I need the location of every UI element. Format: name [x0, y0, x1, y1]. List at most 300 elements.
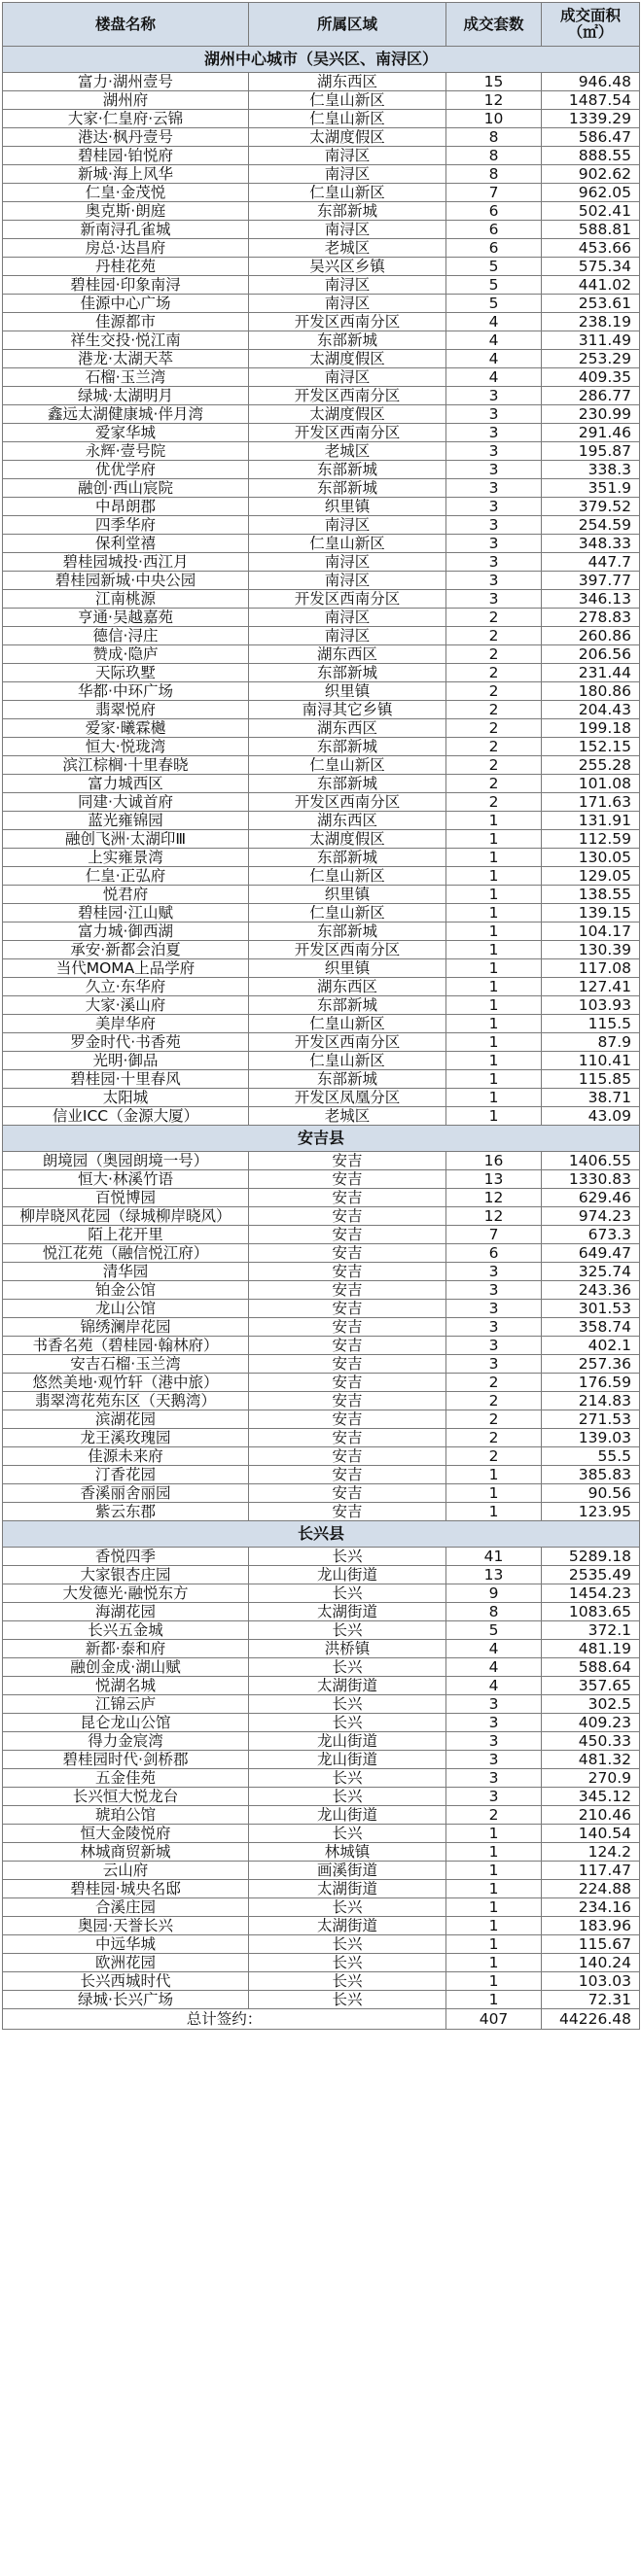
project-name-cell: 昆仑龙山公馆 [3, 1714, 249, 1732]
area-cell: 224.88 [542, 1880, 640, 1898]
table-row [3, 996, 640, 1015]
project-name-cell: 富力城西区 [3, 775, 249, 793]
table-row [3, 1972, 640, 1991]
area-cell: 453.66 [542, 239, 640, 258]
area-cell: 243.36 [542, 1281, 640, 1300]
sales-table [2, 2, 640, 2030]
units-cell: 2 [446, 627, 542, 645]
project-name-cell: 碧桂园·江山赋 [3, 904, 249, 922]
district-cell: 仁皇山新区 [249, 110, 446, 128]
table-row [3, 1751, 640, 1769]
project-name-cell: 当代MOMA上品学府 [3, 959, 249, 978]
area-cell: 110.41 [542, 1052, 640, 1070]
district-cell: 林城镇 [249, 1843, 446, 1862]
table-body [3, 47, 640, 2030]
district-cell: 龙山街道 [249, 1732, 446, 1751]
table-row [3, 922, 640, 941]
district-cell: 安吉 [249, 1281, 446, 1300]
district-cell: 开发区西南分区 [249, 793, 446, 812]
district-cell: 仁皇山新区 [249, 1052, 446, 1070]
district-cell: 南浔区 [249, 627, 446, 645]
table-row [3, 1935, 640, 1954]
table-row [3, 1263, 640, 1281]
units-cell: 1 [446, 1843, 542, 1862]
project-name-cell: 丹桂花苑 [3, 258, 249, 276]
units-cell: 1 [446, 1935, 542, 1954]
total-label: 总计签约： [3, 2009, 446, 2030]
district-cell: 南浔区 [249, 516, 446, 535]
section-header-row [3, 1126, 640, 1152]
units-cell: 1 [446, 1015, 542, 1033]
project-name-cell: 恒大金陵悦府 [3, 1825, 249, 1843]
table-row [3, 1677, 640, 1695]
district-cell: 东部新城 [249, 738, 446, 756]
table-row [3, 442, 640, 461]
district-cell: 安吉 [249, 1263, 446, 1281]
area-cell: 270.9 [542, 1769, 640, 1788]
table-row [3, 1392, 640, 1410]
table-row [3, 886, 640, 904]
area-cell: 115.67 [542, 1935, 640, 1954]
project-name-cell: 龙山公馆 [3, 1300, 249, 1318]
project-name-cell: 长兴恒大悦龙台 [3, 1788, 249, 1806]
units-cell: 2 [446, 1429, 542, 1447]
units-cell: 2 [446, 738, 542, 756]
area-cell: 139.15 [542, 904, 640, 922]
area-cell: 588.81 [542, 221, 640, 239]
project-name-cell: 爱家华城 [3, 424, 249, 442]
area-cell: 230.99 [542, 405, 640, 424]
section-title: 安吉县 [3, 1126, 640, 1152]
project-name-cell: 恒大·林溪竹语 [3, 1170, 249, 1189]
project-name-cell: 佳源都市 [3, 313, 249, 331]
units-cell: 3 [446, 498, 542, 516]
project-name-cell: 美岸华府 [3, 1015, 249, 1033]
units-cell: 5 [446, 258, 542, 276]
table-row [3, 1089, 640, 1107]
project-name-cell: 悦君府 [3, 886, 249, 904]
district-cell: 龙山街道 [249, 1751, 446, 1769]
units-cell: 1 [446, 1825, 542, 1843]
district-cell: 安吉 [249, 1207, 446, 1226]
area-cell: 588.64 [542, 1658, 640, 1677]
project-name-cell: 悦湖名城 [3, 1677, 249, 1695]
units-cell: 1 [446, 1954, 542, 1972]
table-row [3, 1825, 640, 1843]
table-row [3, 1806, 640, 1825]
table-row [3, 1447, 640, 1466]
project-name-cell: 上实雍景湾 [3, 849, 249, 867]
units-cell: 6 [446, 202, 542, 221]
units-cell: 8 [446, 165, 542, 184]
area-cell: 199.18 [542, 719, 640, 738]
project-name-cell: 滨江棕榈·十里春晓 [3, 756, 249, 775]
table-row [3, 941, 640, 959]
area-cell: 103.03 [542, 1972, 640, 1991]
project-name-cell: 石榴·玉兰湾 [3, 368, 249, 387]
section-title: 长兴县 [3, 1521, 640, 1548]
table-row [3, 1207, 640, 1226]
district-cell: 仁皇山新区 [249, 1015, 446, 1033]
units-cell: 1 [446, 959, 542, 978]
area-cell: 72.31 [542, 1991, 640, 2009]
table-row [3, 664, 640, 682]
project-name-cell: 仁皇·正弘府 [3, 867, 249, 886]
table-row [3, 627, 640, 645]
area-cell: 238.19 [542, 313, 640, 331]
project-name-cell: 碧桂园·印象南浔 [3, 276, 249, 295]
area-cell: 131.91 [542, 812, 640, 830]
units-cell: 1 [446, 1862, 542, 1880]
units-cell: 1 [446, 1917, 542, 1935]
units-cell: 3 [446, 1337, 542, 1355]
project-name-cell: 悠然美地·观竹轩（港中旅） [3, 1374, 249, 1392]
table-row [3, 110, 640, 128]
units-cell: 3 [446, 1714, 542, 1732]
project-name-cell: 香溪丽舍丽园 [3, 1484, 249, 1503]
units-cell: 6 [446, 221, 542, 239]
project-name-cell: 长兴西城时代 [3, 1972, 249, 1991]
area-cell: 372.1 [542, 1621, 640, 1640]
units-cell: 1 [446, 1070, 542, 1089]
district-cell: 龙山街道 [249, 1566, 446, 1584]
area-cell: 234.16 [542, 1898, 640, 1917]
project-name-cell: 清华园 [3, 1263, 249, 1281]
project-name-cell: 优优学府 [3, 461, 249, 479]
district-cell: 太湖度假区 [249, 128, 446, 147]
area-cell: 112.59 [542, 830, 640, 849]
table-row [3, 331, 640, 350]
project-name-cell: 紫云东郡 [3, 1503, 249, 1521]
units-cell: 3 [446, 1300, 542, 1318]
units-cell: 4 [446, 313, 542, 331]
area-cell: 38.71 [542, 1089, 640, 1107]
district-cell: 长兴 [249, 1825, 446, 1843]
table-row [3, 572, 640, 590]
project-name-cell: 鑫远太湖健康城·伴月湾 [3, 405, 249, 424]
project-name-cell: 滨湖花园 [3, 1410, 249, 1429]
table-row [3, 1788, 640, 1806]
units-cell: 4 [446, 331, 542, 350]
table-row [3, 73, 640, 91]
district-cell: 安吉 [249, 1447, 446, 1466]
table-row [3, 1484, 640, 1503]
table-row [3, 978, 640, 996]
units-cell: 1 [446, 867, 542, 886]
district-cell: 长兴 [249, 1954, 446, 1972]
units-cell: 1 [446, 1503, 542, 1521]
district-cell: 织里镇 [249, 682, 446, 701]
units-cell: 6 [446, 1244, 542, 1263]
units-cell: 8 [446, 128, 542, 147]
project-name-cell: 罗金时代·书香苑 [3, 1033, 249, 1052]
district-cell: 洪桥镇 [249, 1640, 446, 1658]
district-cell: 开发区凤凰分区 [249, 1089, 446, 1107]
units-cell: 9 [446, 1584, 542, 1603]
units-cell: 3 [446, 516, 542, 535]
project-name-cell: 中昂朗郡 [3, 498, 249, 516]
units-cell: 13 [446, 1566, 542, 1584]
area-cell: 1083.65 [542, 1603, 640, 1621]
units-cell: 3 [446, 479, 542, 498]
district-cell: 安吉 [249, 1170, 446, 1189]
area-cell: 325.74 [542, 1263, 640, 1281]
units-cell: 2 [446, 701, 542, 719]
table-header-row [3, 3, 640, 47]
units-cell: 7 [446, 184, 542, 202]
project-name-cell: 四季华府 [3, 516, 249, 535]
district-cell: 安吉 [249, 1226, 446, 1244]
project-name-cell: 永辉·壹号院 [3, 442, 249, 461]
area-cell: 140.54 [542, 1825, 640, 1843]
district-cell: 安吉 [249, 1355, 446, 1374]
project-name-cell: 湖州府 [3, 91, 249, 110]
units-cell: 1 [446, 1033, 542, 1052]
header-units-sold: 成交套数 [446, 3, 542, 47]
area-cell: 115.85 [542, 1070, 640, 1089]
area-cell: 357.65 [542, 1677, 640, 1695]
units-cell: 2 [446, 1447, 542, 1466]
units-cell: 3 [446, 1281, 542, 1300]
units-cell: 2 [446, 775, 542, 793]
area-cell: 195.87 [542, 442, 640, 461]
project-name-cell: 铂金公馆 [3, 1281, 249, 1300]
table-row [3, 535, 640, 553]
area-cell: 152.15 [542, 738, 640, 756]
district-cell: 织里镇 [249, 959, 446, 978]
header-project-name: 楼盘名称 [3, 3, 249, 47]
table-row [3, 959, 640, 978]
units-cell: 1 [446, 849, 542, 867]
units-cell: 3 [446, 1318, 542, 1337]
district-cell: 仁皇山新区 [249, 184, 446, 202]
table-row [3, 1566, 640, 1584]
area-cell: 586.47 [542, 128, 640, 147]
area-cell: 888.55 [542, 147, 640, 165]
units-cell: 2 [446, 645, 542, 664]
table-row [3, 1281, 640, 1300]
district-cell: 龙山街道 [249, 1806, 446, 1825]
units-cell: 12 [446, 91, 542, 110]
district-cell: 安吉 [249, 1410, 446, 1429]
units-cell: 3 [446, 442, 542, 461]
project-name-cell: 碧桂园·十里春风 [3, 1070, 249, 1089]
area-cell: 90.56 [542, 1484, 640, 1503]
units-cell: 15 [446, 73, 542, 91]
area-cell: 673.3 [542, 1226, 640, 1244]
units-cell: 4 [446, 1640, 542, 1658]
units-cell: 8 [446, 147, 542, 165]
area-cell: 397.77 [542, 572, 640, 590]
table-row [3, 1070, 640, 1089]
district-cell: 长兴 [249, 1658, 446, 1677]
project-name-cell: 保利堂禧 [3, 535, 249, 553]
table-row [3, 793, 640, 812]
project-name-cell: 华都·中环广场 [3, 682, 249, 701]
area-cell: 409.23 [542, 1714, 640, 1732]
table-row [3, 1189, 640, 1207]
district-cell: 湖东西区 [249, 73, 446, 91]
area-cell: 139.03 [542, 1429, 640, 1447]
table-row [3, 1621, 640, 1640]
units-cell: 5 [446, 1621, 542, 1640]
project-name-cell: 得力金宸湾 [3, 1732, 249, 1751]
area-cell: 260.86 [542, 627, 640, 645]
header-area-line1: 成交面积 [559, 7, 621, 24]
area-cell: 1487.54 [542, 91, 640, 110]
district-cell: 南浔区 [249, 553, 446, 572]
table-row [3, 239, 640, 258]
area-cell: 130.39 [542, 941, 640, 959]
table-row [3, 498, 640, 516]
area-cell: 5289.18 [542, 1548, 640, 1566]
district-cell: 老城区 [249, 239, 446, 258]
project-name-cell: 汀香花园 [3, 1466, 249, 1484]
table-row [3, 1640, 640, 1658]
district-cell: 长兴 [249, 1621, 446, 1640]
units-cell: 2 [446, 609, 542, 627]
area-cell: 180.86 [542, 682, 640, 701]
units-cell: 1 [446, 812, 542, 830]
units-cell: 1 [446, 1107, 542, 1126]
table-row [3, 165, 640, 184]
units-cell: 5 [446, 276, 542, 295]
table-row [3, 91, 640, 110]
project-name-cell: 五金佳苑 [3, 1769, 249, 1788]
units-cell: 4 [446, 368, 542, 387]
units-cell: 1 [446, 886, 542, 904]
units-cell: 3 [446, 1263, 542, 1281]
table-row [3, 904, 640, 922]
units-cell: 3 [446, 405, 542, 424]
units-cell: 1 [446, 1972, 542, 1991]
units-cell: 41 [446, 1548, 542, 1566]
project-name-cell: 恒大·悦珑湾 [3, 738, 249, 756]
district-cell: 太湖度假区 [249, 830, 446, 849]
header-area-unit: （㎡） [567, 23, 614, 41]
project-name-cell: 融创飞洲·太湖印Ⅲ [3, 830, 249, 849]
table-row [3, 1898, 640, 1917]
area-cell: 358.74 [542, 1318, 640, 1337]
project-name-cell: 太阳城 [3, 1089, 249, 1107]
area-cell: 441.02 [542, 276, 640, 295]
table-row [3, 1584, 640, 1603]
area-cell: 255.28 [542, 756, 640, 775]
district-cell: 织里镇 [249, 886, 446, 904]
area-cell: 140.24 [542, 1954, 640, 1972]
project-name-cell: 亨通·吴越嘉苑 [3, 609, 249, 627]
project-name-cell: 融创金成·湖山赋 [3, 1658, 249, 1677]
area-cell: 271.53 [542, 1410, 640, 1429]
project-name-cell: 新城·海上风华 [3, 165, 249, 184]
area-cell: 206.56 [542, 645, 640, 664]
area-cell: 171.63 [542, 793, 640, 812]
area-cell: 124.2 [542, 1843, 640, 1862]
area-cell: 351.9 [542, 479, 640, 498]
table-row [3, 128, 640, 147]
project-name-cell: 祥生交投·悦江南 [3, 331, 249, 350]
units-cell: 2 [446, 1410, 542, 1429]
project-name-cell: 佳源中心广场 [3, 295, 249, 313]
total-row [3, 2009, 640, 2030]
area-cell: 385.83 [542, 1466, 640, 1484]
table-row [3, 830, 640, 849]
area-cell: 962.05 [542, 184, 640, 202]
area-cell: 87.9 [542, 1033, 640, 1052]
table-row [3, 1843, 640, 1862]
project-name-cell: 蓝光雍锦园 [3, 812, 249, 830]
district-cell: 安吉 [249, 1300, 446, 1318]
district-cell: 安吉 [249, 1318, 446, 1337]
area-cell: 649.47 [542, 1244, 640, 1263]
table-row [3, 1695, 640, 1714]
district-cell: 南浔其它乡镇 [249, 701, 446, 719]
area-cell: 450.33 [542, 1732, 640, 1751]
units-cell: 8 [446, 1603, 542, 1621]
area-cell: 291.46 [542, 424, 640, 442]
table-row [3, 1769, 640, 1788]
units-cell: 10 [446, 110, 542, 128]
project-name-cell: 新南浔孔雀城 [3, 221, 249, 239]
district-cell: 画溪街道 [249, 1862, 446, 1880]
table-row [3, 1503, 640, 1521]
units-cell: 12 [446, 1207, 542, 1226]
district-cell: 东部新城 [249, 849, 446, 867]
area-cell: 1406.55 [542, 1152, 640, 1170]
area-cell: 257.36 [542, 1355, 640, 1374]
area-cell: 629.46 [542, 1189, 640, 1207]
district-cell: 仁皇山新区 [249, 535, 446, 553]
district-cell: 湖东西区 [249, 812, 446, 830]
project-name-cell: 仁皇·金茂悦 [3, 184, 249, 202]
district-cell: 太湖度假区 [249, 350, 446, 368]
table-row [3, 1244, 640, 1263]
area-cell: 286.77 [542, 387, 640, 405]
district-cell: 安吉 [249, 1189, 446, 1207]
district-cell: 长兴 [249, 1972, 446, 1991]
district-cell: 南浔区 [249, 609, 446, 627]
table-row [3, 1466, 640, 1484]
project-name-cell: 碧桂园城投·西江月 [3, 553, 249, 572]
table-row [3, 1107, 640, 1126]
area-cell: 115.5 [542, 1015, 640, 1033]
units-cell: 3 [446, 1769, 542, 1788]
district-cell: 安吉 [249, 1392, 446, 1410]
area-cell: 447.7 [542, 553, 640, 572]
units-cell: 3 [446, 1695, 542, 1714]
area-cell: 348.33 [542, 535, 640, 553]
table-row [3, 202, 640, 221]
table-row [3, 1548, 640, 1566]
table-row [3, 1429, 640, 1447]
area-cell: 104.17 [542, 922, 640, 941]
units-cell: 1 [446, 996, 542, 1015]
units-cell: 2 [446, 1392, 542, 1410]
area-cell: 176.59 [542, 1374, 640, 1392]
area-cell: 402.1 [542, 1337, 640, 1355]
project-name-cell: 德信·浔庄 [3, 627, 249, 645]
table-row [3, 295, 640, 313]
units-cell: 1 [446, 922, 542, 941]
table-row [3, 1954, 640, 1972]
table-row [3, 1603, 640, 1621]
district-cell: 长兴 [249, 1991, 446, 2009]
table-row [3, 645, 640, 664]
district-cell: 南浔区 [249, 221, 446, 239]
area-cell: 379.52 [542, 498, 640, 516]
area-cell: 338.3 [542, 461, 640, 479]
section-header-row [3, 1521, 640, 1548]
